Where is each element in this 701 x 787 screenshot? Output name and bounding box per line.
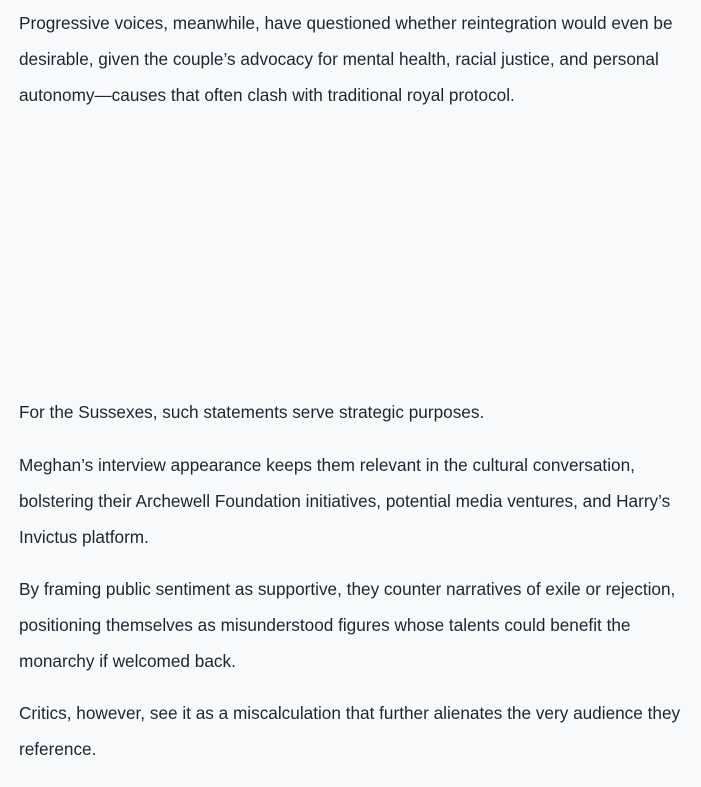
article-paragraph: Critics, however, see it as a miscalculation that further alienates the very audience they reference. [19, 703, 681, 759]
article-paragraph: By framing public sentiment as supportive, they counter narratives of exile or rejection, positioning themselves as misunderstood figures whose talents could benefit the monarchy if welcomed back. [19, 579, 676, 671]
article-paragraph: For the Sussexes, such statements serve strategic purposes. [19, 402, 485, 422]
blank-content-space [19, 122, 684, 390]
article-paragraph: Meghan’s interview appearance keeps them relevant in the cultural conversation, bolstering their Archewell Foundation initiatives, potential media ventures, and Harry’s Invictus platform. [19, 455, 671, 547]
article-paragraph: Progressive voices, meanwhile, have questioned whether reintegration would even be desirable, given the couple’s advocacy for mental health, racial justice, and personal autonomy—causes that often clash with traditional royal protocol. [19, 13, 673, 105]
